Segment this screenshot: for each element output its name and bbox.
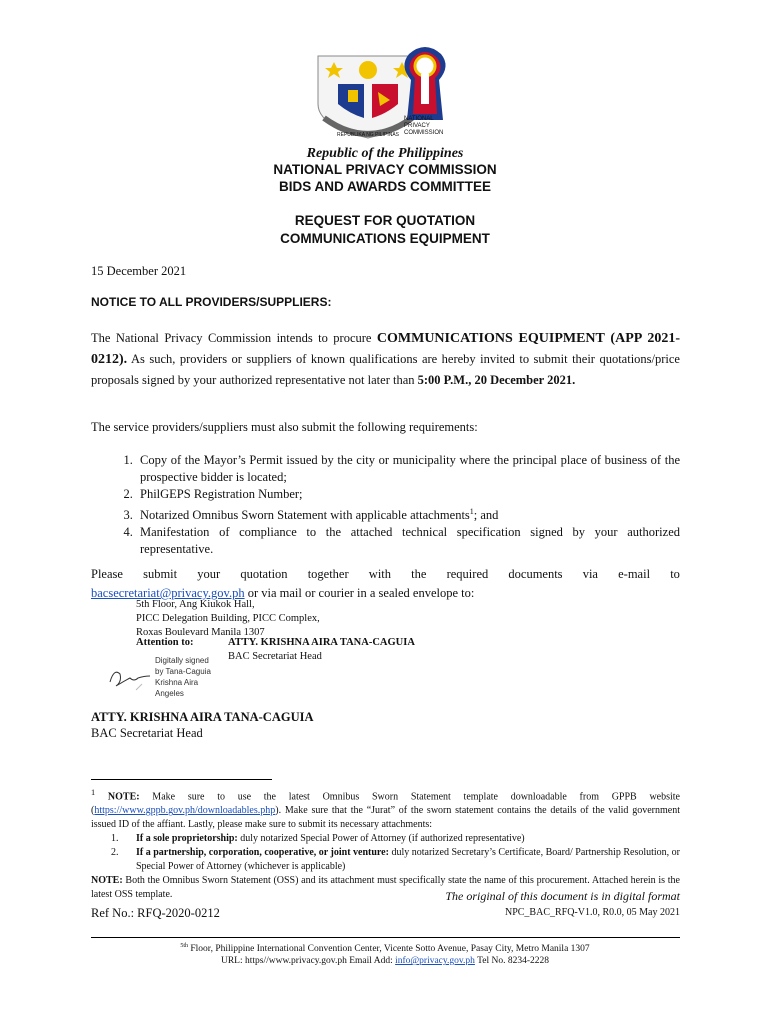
letterhead-logo (0, 40, 770, 140)
footnote-main: $^1$ NOTE: Make sure to use the latest Omnibus Sworn Statement template downloadable from GPPB website (https://www.gppb.gov.ph/downloadables.php). Make sure that the “Jurat” of the sworn statement contains the details of the valid government issued ID of the affiant. Lastly, please make sure to submit its necessary attachments: (91, 788, 680, 831)
footnote-note: NOTE: Both the Omnibus Sworn Statement (OSS) and its attachment must specifically state the name of this procurement. Attached herein is the latest OSS template. (91, 875, 680, 901)
form-code: NPC_BAC_RFQ-V1.0, R0.0, 05 May 2021 (504, 907, 680, 918)
intro-paragraph: The National Privacy Commission intends to procure COMMUNICATIONS EQUIPMENT (APP 2021-0212). As such, providers or suppliers of known qualifications are hereby invited to submit their quotations/price proposals signed by your authorized representative not later than 5:00 P.M., 20 December 2021. (91, 331, 681, 387)
republic-line: Republic of the Philippines (306, 146, 464, 161)
email-link[interactable]: bacsecretariat@privacy.gov.ph (91, 586, 245, 600)
footer-rule (91, 937, 680, 938)
footer (0, 940, 770, 967)
mailing-address: 5th Floor, Ang Kiukok Hall, PICC Delegation Building, PICC Complex, Roxas Boulevard Manila 1307 (136, 599, 320, 638)
submit-line-2: bacsecretariat@privacy.gov.ph or via mail or courier in a sealed envelope to: (91, 586, 475, 600)
signature-icon (106, 660, 158, 694)
attention-title: BAC Secretariat Head (228, 651, 322, 662)
seal-ring-text: REPUBLIKA NG PILIPINAS (337, 132, 399, 138)
org-name: NATIONAL PRIVACY COMMISSION (273, 162, 497, 177)
notice-heading: NOTICE TO ALL PROVIDERS/SUPPLIERS: (91, 295, 332, 309)
committee-name: BIDS AND AWARDS COMMITTEE (279, 179, 491, 194)
requirement-item: 4. Manifestation of compliance to the attached technical specification signed by your authorized representative. (136, 524, 680, 558)
requirement-item: 3. Notarized Omnibus Sworn Statement with applicable attachments$^1$; and (136, 503, 680, 524)
document-date: 15 December 2021 (91, 264, 187, 278)
signatory-title: BAC Secretariat Head (91, 726, 203, 740)
footnote-rule (91, 779, 272, 780)
footnote-item: 2. If a partnership, corporation, cooperative, or joint venture: duly notarized Secretary’s Certificate, Board/ Partnership Resolution, or Special Power of Attorney (whichever is applicable) (111, 847, 681, 873)
npc-seal-icon (0, 40, 770, 140)
digital-format-note: The original of this document is in digital format (445, 889, 680, 903)
submit-line: Please submit your quotation together with the required documents via e-mail to (91, 567, 680, 581)
footnote (91, 786, 680, 902)
document-title: REQUEST FOR QUOTATION (294, 213, 476, 228)
logo-caption: NATIONAL PRIVACY COMMISSION (404, 116, 444, 136)
requirements-intro: The service providers/suppliers must also submit the following requirements: (91, 420, 478, 434)
gppb-link[interactable]: https://www.gppb.gov.ph/downloadables.php (94, 805, 276, 817)
reference-number: Ref No.: RFQ-2020-0212 (91, 906, 220, 920)
attention-name: ATTY. KRISHNA AIRA TANA-CAGUIA (228, 637, 415, 648)
footnote-item: 1. If a sole proprietorship: duly notarized Special Power of Attorney (if authorized representative) (111, 833, 525, 845)
footer-contact: URL: https//www.privacy.gov.ph Email Add: info@privacy.gov.ph Tel No. 8234-2228 (220, 956, 550, 967)
document-subtitle: COMMUNICATIONS EQUIPMENT (280, 231, 490, 246)
requirement-item: 1. Copy of the Mayor’s Permit issued by the city or municipality where the principal place of business of the prospective bidder is located; (136, 452, 680, 486)
footer-email-link[interactable]: info@privacy.gov.ph (395, 956, 475, 967)
signatory-name: ATTY. KRISHNA AIRA TANA-CAGUIA (91, 710, 314, 724)
requirement-item: 2. PhilGEPS Registration Number; (136, 486, 680, 503)
requirements-list (91, 452, 680, 558)
digital-signature-stamp: Digitally signed by Tana-Caguia Krishna Aira Angeles (155, 656, 211, 698)
footer-address: $^{5th}$ Floor, Philippine International Convention Center, Vicente Sotto Avenue, Pasay City, Metro Manila 1307 (180, 943, 590, 955)
attention-label: Attention to: (136, 637, 194, 648)
